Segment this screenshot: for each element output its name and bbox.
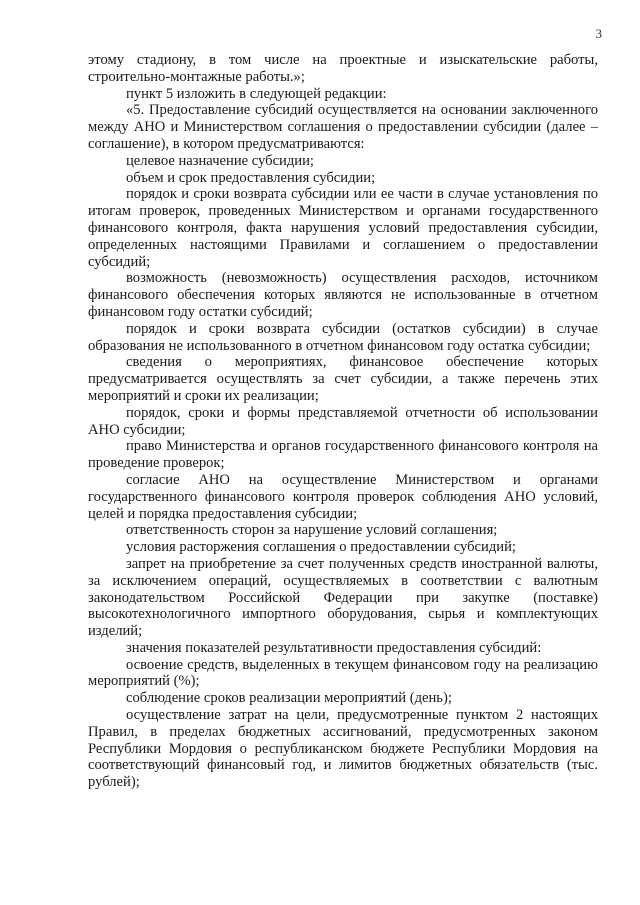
paragraph: освоение средств, выделенных в текущем финансовом году на реализацию мероприятий (%); — [88, 656, 598, 690]
paragraph: целевое назначение субсидии; — [126, 152, 314, 169]
paragraph: запрет на приобретение за счет полученных средств иностранной валюты, за исключением операций, осуществляемых в соответствии с валютным законодательством Российской Федерации при закупке (поставке) высокотехнологичного импортного оборудования, сырья и комплектующих изделий; — [88, 555, 598, 640]
paragraph: осуществление затрат на цели, предусмотренные пунктом 2 настоящих Правил, в пределах бюджетных ассигнований, предусмотренных законом Республики Мордовия о республиканском бюджете Республики Мордовия на соответствующий финансовый год, и лимитов бюджетных обязательств (тыс. рублей); — [88, 707, 598, 791]
paragraph: порядок и сроки возврата субсидии или ее части в случае установления по итогам проверок, проведенных Министерством и органами государственного финансового контроля, факта нарушения условий предоставления субсидии, определенных настоящими Правилами и соглашением о предоставлении субсидий; — [88, 186, 598, 270]
paragraph: право Министерства и органов государственного финансового контроля на проведение проверок; — [88, 438, 598, 472]
paragraph: условия расторжения соглашения о предоставлении субсидий; — [126, 539, 516, 556]
paragraph: согласие АНО на осуществление Министерством и органами государственного финансового контроля проверок соблюдения АНО условий, целей и порядка предоставления субсидии; — [88, 471, 598, 522]
paragraph: возможность (невозможность) осуществления расходов, источником финансового обеспечения которых являются не использованные в отчетном финансовом году остатки субсидий; — [88, 270, 598, 320]
paragraph: сведения о мероприятиях, финансовое обеспечение которых предусматривается осуществлять за счет субсидии, а также перечень этих мероприятий и сроки их реализации; — [88, 354, 598, 404]
paragraph: объем и срок предоставления субсидии; — [126, 169, 376, 186]
paragraph: пункт 5 изложить в следующей редакции: — [126, 85, 387, 102]
paragraph: значения показателей результативности предоставления субсидий: — [126, 639, 542, 656]
document-body — [88, 52, 598, 791]
paragraph: этому стадиону, в том числе на проектные и изыскательские работы, строительно-монтажные работы.»; — [88, 52, 598, 85]
paragraph: порядок, сроки и формы представляемой отчетности об использовании АНО субсидии; — [88, 404, 598, 438]
page-number: 3 — [595, 26, 602, 41]
paragraph: соблюдение сроков реализации мероприятий (день); — [126, 690, 452, 707]
paragraph: ответственность сторон за нарушение условий соглашения; — [126, 522, 498, 539]
paragraph: «5. Предоставление субсидий осуществляется на основании заключенного между АНО и Министерством соглашения о предоставлении субсидии (далее – соглашение), в котором предусматриваются: — [88, 102, 598, 152]
paragraph: порядок и сроки возврата субсидии (остатков субсидии) в случае образования не использованного в отчетном финансовом году остатка субсидии; — [88, 320, 598, 354]
